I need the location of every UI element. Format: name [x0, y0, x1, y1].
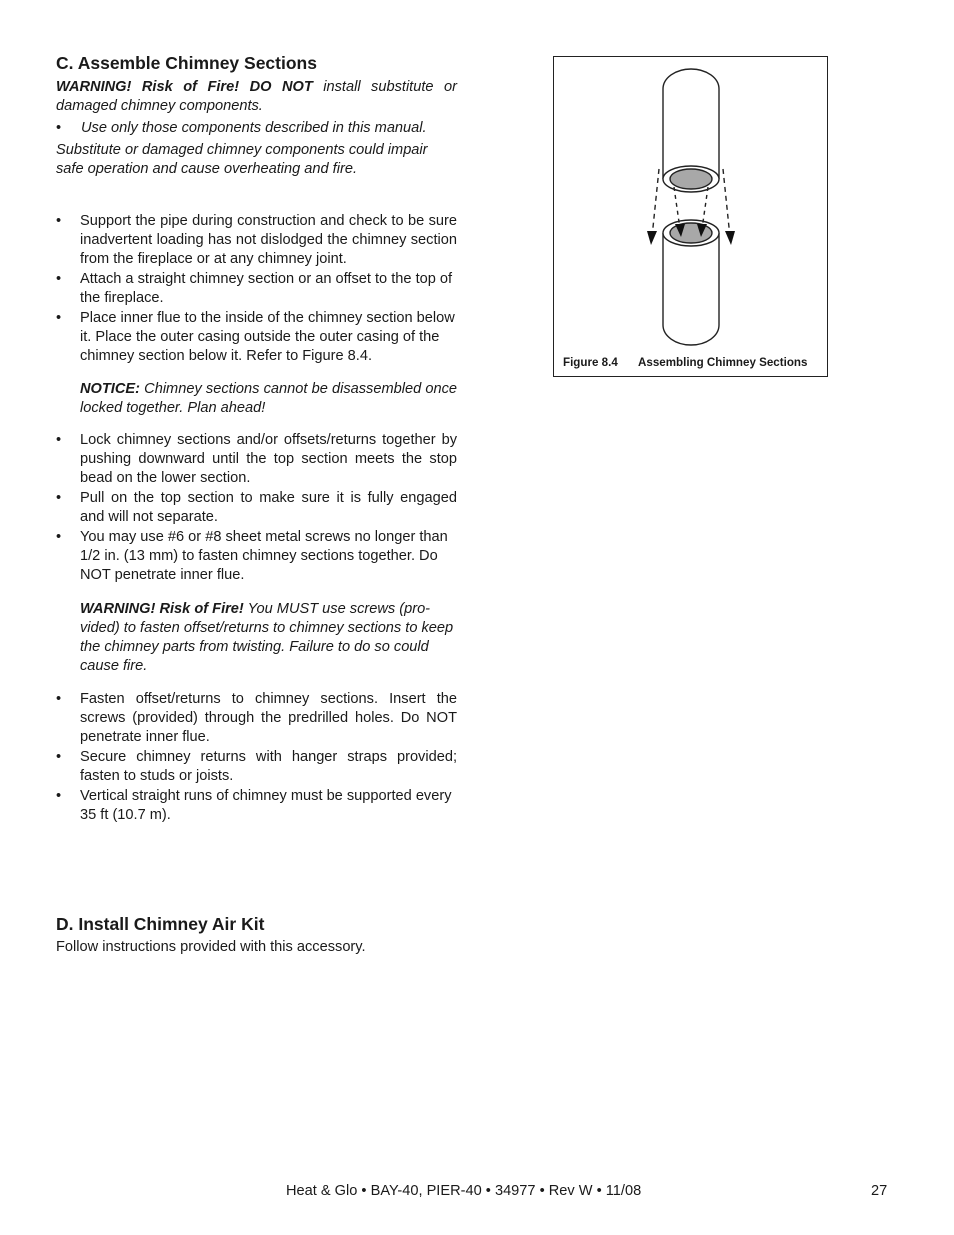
figure-title: Assembling Chimney Sections [638, 356, 808, 369]
footer-text: Heat & Glo • BAY-40, PIER-40 • 34977 • Rev W • 11/08 [286, 1183, 642, 1199]
list-item: • Fasten offset/returns to chimney sections. Insert the screws (provided) through the predrilled holes. Do NOT penetrate inner flue. [56, 690, 457, 747]
warning2-bold: WARNING! Risk of Fire! [80, 601, 244, 617]
list-item: • Lock chimney sections and/or offsets/returns together by pushing downward until the top section meets the stop bead on the lower section. [56, 431, 457, 488]
notice-text: Chimney sections cannot be disassembled once locked together. Plan ahead! [80, 381, 457, 416]
list-item: • Pull on the top section to make sure it is fully engaged and will not separate. [56, 489, 457, 527]
arrow-outer-right [725, 231, 735, 245]
list-item: • Vertical straight runs of chimney must be supported every 35 ft (10.7 m). [56, 787, 457, 825]
chimney-sections-illustration [554, 57, 827, 376]
notice-paragraph [56, 380, 457, 418]
lower-chimney-section [663, 233, 719, 345]
warning-bold: WARNING! Risk of Fire! DO NOT [56, 79, 313, 95]
dashed-guide-outer-right [723, 169, 730, 237]
list-item: • Secure chimney returns with hanger straps provided; fasten to studs or joists. [56, 748, 457, 786]
list-item: • You may use #6 or #8 sheet metal screws no longer than 1/2 in. (13 mm) to fasten chimney sections together. Do NOT penetrate inner flue. [56, 528, 457, 585]
list-item: • Attach a straight chimney section or an offset to the top of the fireplace. [56, 270, 457, 308]
list-item: • Support the pipe during construction and check to be sure inadvertent loading has not dislodged the chimney section from the fireplace or at any chimney joint. [56, 212, 457, 269]
upper-chimney-section [663, 69, 719, 179]
section-c [56, 52, 457, 825]
warning2-paragraph [56, 600, 457, 676]
bullet-list-2 [56, 431, 457, 585]
section-d [56, 913, 457, 957]
list-item: • Place inner flue to the inside of the chimney section below it. Place the outer casing outside the outer casing of the chimney section below it. Refer to Figure 8.4. [56, 309, 457, 366]
warning-text: install substitute or damaged chimney components. [56, 79, 457, 114]
figure-number: Figure 8.4 [563, 356, 618, 369]
warning2-text: You MUST use screws (pro-vided) to fasten offset/returns to chimney sections to keep the chimney parts from twisting. Failure to do so could cause fire. [80, 601, 454, 674]
dashed-guide-outer-left [652, 169, 659, 237]
warning-paragraph [56, 78, 457, 116]
section-c-heading: C. Assemble Chimney Sections [56, 53, 317, 73]
section-d-heading: D. Install Chimney Air Kit [56, 914, 265, 934]
figure-caption [563, 356, 807, 369]
notice-bold: NOTICE: [80, 381, 140, 397]
upper-inner-flue [670, 169, 712, 189]
page-number: 27 [871, 1183, 888, 1199]
section-d-body: Follow instructions provided with this accessory. [56, 939, 366, 955]
warning-note: Substitute or damaged chimney components could impair safe operation and cause overheating and fire. [56, 142, 428, 177]
bullet-list-1 [56, 212, 457, 366]
arrow-outer-left [647, 231, 657, 245]
warning-bullet: • Use only those components described in this manual. [56, 120, 427, 136]
figure-8-4 [553, 56, 828, 377]
bullet-list-3 [56, 690, 457, 825]
